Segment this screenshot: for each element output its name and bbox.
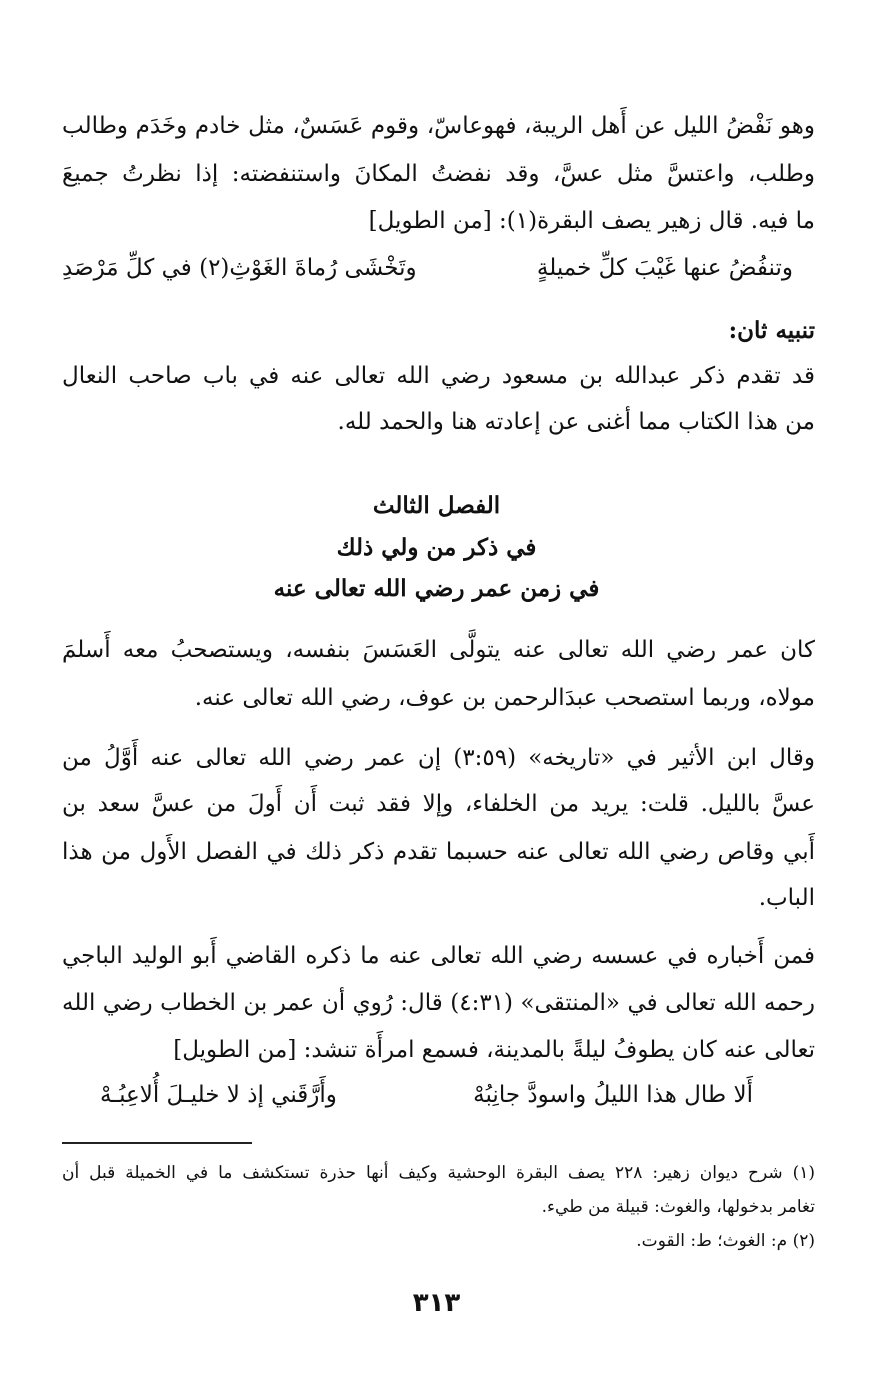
footnote-separator bbox=[62, 1142, 252, 1144]
paragraph-4-line-1: وقال ابن الأثير في «تاريخه» (٣:٥٩) إن عمر رضي الله تعالى عنه أَوَّلُ من bbox=[62, 745, 816, 771]
paragraph-4-line-3: أَبي وقاص رضي الله تعالى عنه حسبما تقدم ذكر ذلك في الفصل الأَول من هذا bbox=[62, 839, 815, 865]
paragraph-2-line-2: من هذا الكتاب مما أغنى عن إعادته هنا والحمد لله. bbox=[337, 409, 815, 435]
paragraph-5-line-3: تعالى عنه كان يطوفُ ليلةً بالمدينة، فسمع امرأَة تنشد: [من الطويل] bbox=[173, 1037, 815, 1063]
paragraph-3-line-2: مولاه، وربما استصحب عبدَالرحمن بن عوف، رضي الله تعالى عنه. bbox=[194, 685, 815, 711]
paragraph-5-line-1: فمن أَخباره في عسسه رضي الله تعالى عنه ما ذكره القاضي أَبو الوليد الباجي bbox=[62, 943, 815, 969]
footnote-1-line-2: تغامر بدخولها، والغوث: قبيلة من طيء. bbox=[541, 1197, 815, 1217]
verse-1-left-hemistich: وتَخْشَى رُماةَ الغَوْثِ(٢) في كلِّ مَرْصَدِ bbox=[62, 255, 417, 281]
verse-2-left-hemistich: وأَرَّقَني إذ لا خليـلَ أُلاعِبُـهْ bbox=[100, 1082, 337, 1108]
verse-2-right-hemistich: أَلا طال هذا الليلُ واسودَّ جانِبُهْ bbox=[473, 1082, 753, 1108]
paragraph-1-line-1: وهو نَفْضُ الليل عن أَهل الريبة، فهوعاسّ، وقوم عَسَسٌ، مثل خادم وخَدَم وطالب bbox=[62, 113, 815, 139]
paragraph-4-line-4: الباب. bbox=[758, 885, 815, 911]
footnote-2: (٢) م: الغوث؛ ط: القوت. bbox=[636, 1231, 815, 1251]
footnote-1-line-1: (١) شرح ديوان زهير: ٢٢٨ يصف البقرة الوحشية وكيف أنها حذرة تستكشف ما في الخميلة قبل أن bbox=[62, 1163, 815, 1183]
paragraph-1-line-3: ما فيه. قال زهير يصف البقرة(١): [من الطويل] bbox=[368, 208, 815, 234]
section-subtitle-2: في زمن عمر رضي الله تعالى عنه bbox=[273, 575, 600, 602]
page-number: ٣١٣ bbox=[412, 1288, 461, 1318]
section-subtitle-1: في ذكر من ولي ذلك bbox=[336, 534, 537, 561]
paragraph-1-line-2: وطلب، واعتسَّ مثل عسَّ، وقد نفضتُ المكانَ واستنفضته: إذا نظرتُ جميعَ bbox=[62, 161, 815, 187]
paragraph-4-line-2: عسَّ بالليل. قلت: يريد من الخلفاء، وإلا فقد ثبت أَن أَولَ من عسَّ سعد بن bbox=[62, 791, 815, 817]
paragraph-2-line-1: قد تقدم ذكر عبدالله بن مسعود رضي الله تعالى عنه في باب صاحب النعال bbox=[62, 363, 815, 389]
section-title: الفصل الثالث bbox=[372, 492, 501, 519]
paragraph-3-line-1: كان عمر رضي الله تعالى عنه يتولَّى العَسَسَ بنفسه، ويستصحبُ معه أَسلمَ bbox=[62, 637, 815, 663]
verse-1-right-hemistich: وتنفُضُ عنها غَيْبَ كلِّ خميلةٍ bbox=[536, 255, 793, 281]
note-heading: تنبيه ثان: bbox=[728, 317, 815, 344]
paragraph-5-line-2: رحمه الله تعالى في «المنتقى» (٤:٣١) قال: رُوي أن عمر بن الخطاب رضي الله bbox=[62, 990, 816, 1016]
